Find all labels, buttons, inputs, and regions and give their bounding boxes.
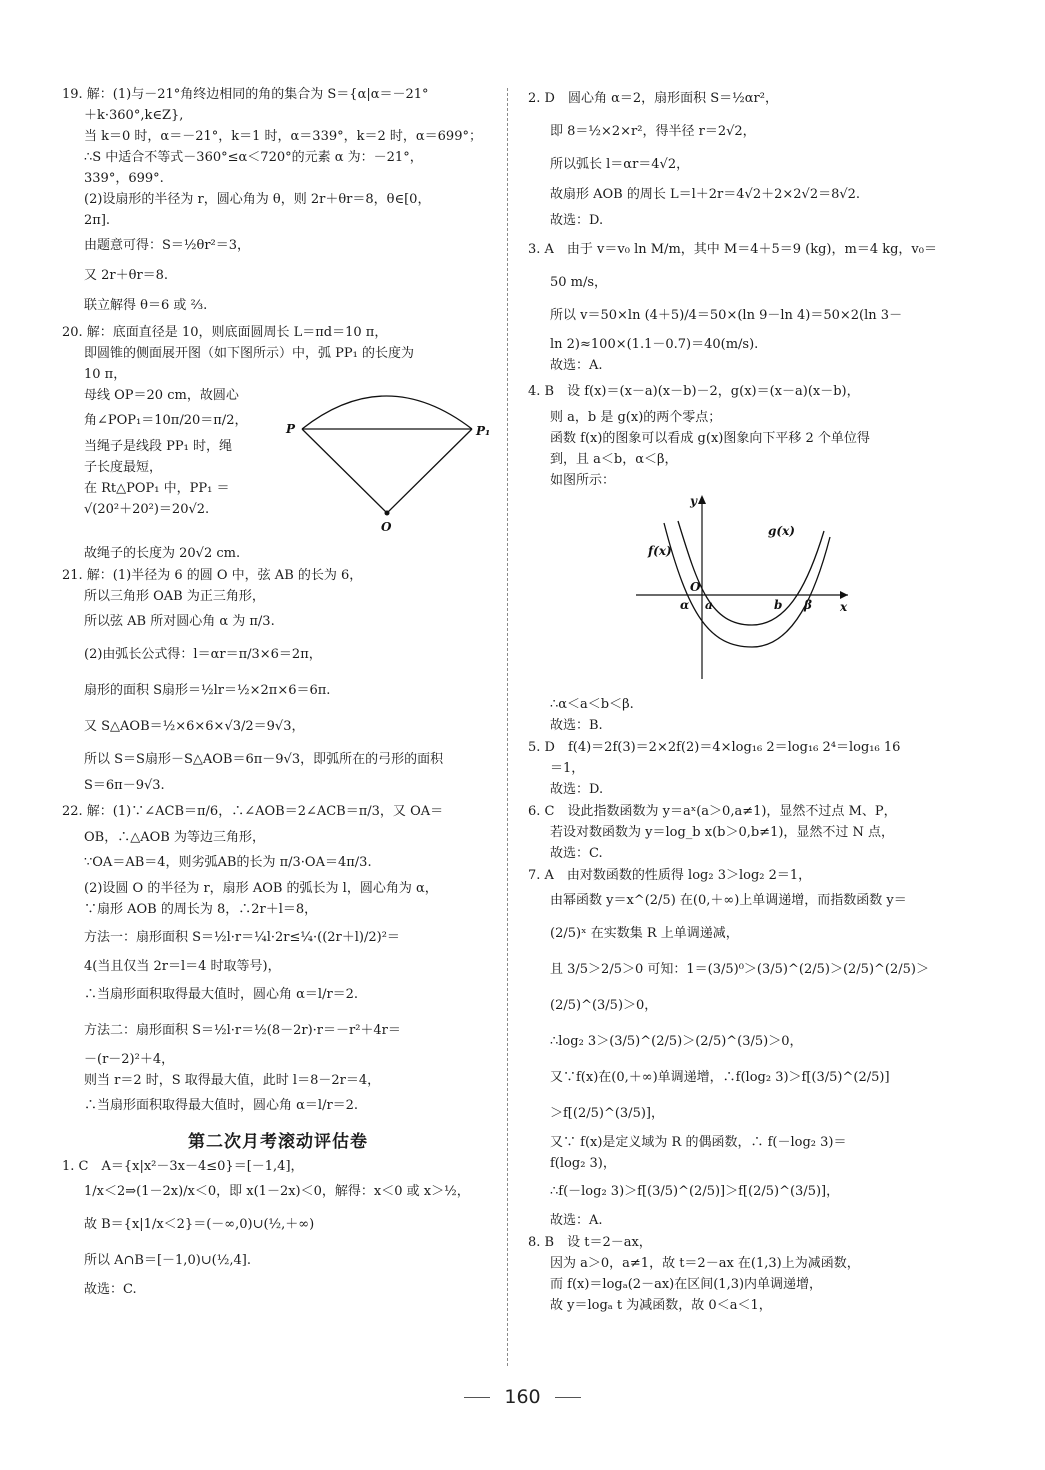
text-line: 故选：C. bbox=[84, 1282, 137, 1297]
label-f: f(x) bbox=[648, 544, 672, 558]
text-line: 由题意可得：S＝½θr²＝3， bbox=[84, 238, 251, 253]
text-line: 而 f(x)＝logₐ(2－ax)在区间(1,3)内单调递增， bbox=[550, 1277, 823, 1292]
text-line: 又∵f(x)在(0,＋∞)单调递增，∴f(log₂ 3)＞f[(3/5)^(2/5)] bbox=[550, 1070, 890, 1085]
solution-s5 bbox=[528, 737, 958, 800]
solution-22 bbox=[62, 797, 494, 1121]
label-p: P bbox=[286, 422, 296, 436]
section-title: 第二次月考滚动评估卷 bbox=[188, 1132, 368, 1152]
solution-s4 bbox=[528, 377, 958, 736]
arc-pp1 bbox=[302, 396, 472, 429]
text-line: 方法二：扇形面积 S＝½l·r＝½(8－2r)·r＝－r²＋4r＝ bbox=[84, 1023, 401, 1038]
label-b: b bbox=[774, 598, 783, 612]
center-point bbox=[385, 511, 390, 516]
text-line: 子长度最短， bbox=[84, 460, 163, 475]
label-x: x bbox=[840, 600, 848, 614]
text-line: ∴f(－log₂ 3)＞f[(3/5)^(2/5)]＞f[(2/5)^(3/5)]， bbox=[550, 1184, 840, 1199]
text-line: 22. 解：(1)∵∠ACB＝π/6，∴∠AOB＝2∠ACB＝π/3，又 OA＝ bbox=[62, 804, 444, 819]
text-line: 3. A 由于 v＝v₀ ln M/m，其中 M＝4＋5＝9 (kg)，m＝4 kg，v₀＝ bbox=[528, 242, 937, 257]
text-line: 故选：A. bbox=[550, 358, 603, 373]
text-line: 则当 r＝2 时，S 取得最大值，此时 l＝8－2r＝4， bbox=[84, 1073, 381, 1088]
text-line: 方法一：扇形面积 S＝½l·r＝¼l·2r≤¼·((2r＋l)/2)²＝ bbox=[84, 930, 400, 945]
text-line: 10 π， bbox=[84, 367, 127, 382]
text-line: 母线 OP＝20 cm，故圆心 bbox=[84, 388, 239, 403]
solution-s6 bbox=[528, 801, 958, 864]
text-line: 所以弦 AB 所对圆心角 α 为 π/3. bbox=[84, 614, 275, 629]
text-line: 故选：D. bbox=[550, 213, 604, 228]
text-line: ＋k·360°,k∈Z}, bbox=[84, 108, 184, 123]
text-line: 且 3/5＞2/5＞0 可知：1＝(3/5)⁰＞(3/5)^(2/5)＞(2/5)^(2/5)＞ bbox=[550, 962, 929, 977]
label-p1: P₁ bbox=[476, 424, 491, 438]
page-number bbox=[0, 1386, 1045, 1408]
text-line: 故扇形 AOB 的周长 L＝l＋2r＝4√2＋2×2√2＝8√2. bbox=[550, 187, 861, 202]
solution-20 bbox=[62, 322, 494, 564]
text-line: 故选：B. bbox=[550, 718, 603, 733]
curve-g bbox=[678, 521, 824, 625]
text-line: 6. C 设此指数函数为 y＝aˣ(a＞0,a≠1)，显然不过点 M、P， bbox=[528, 804, 897, 819]
text-line: 如图所示： bbox=[550, 473, 616, 488]
curve-f bbox=[664, 523, 830, 647]
text-line: 2. D 圆心角 α＝2，扇形面积 S＝½αr²， bbox=[528, 91, 778, 106]
text-line: 即 8＝½×2×r²，得半径 r＝2√2， bbox=[550, 124, 756, 139]
text-line: 在 Rt△POP₁ 中，PP₁ ＝ bbox=[84, 481, 230, 496]
solution-s2 bbox=[528, 84, 958, 231]
text-line: 所以三角形 OAB 为正三角形， bbox=[84, 589, 265, 604]
text-line: (2)设圆 O 的半径为 r，扇形 AOB 的弧长为 l，圆心角为 α， bbox=[84, 881, 438, 896]
label-beta: β bbox=[804, 598, 812, 612]
label-o: O bbox=[381, 520, 392, 534]
text-line: 2π]. bbox=[84, 213, 111, 228]
solution-19 bbox=[62, 84, 494, 321]
page-number-dash-right bbox=[555, 1397, 581, 1398]
text-line: 故选：C. bbox=[550, 846, 603, 861]
page-number-value: 160 bbox=[504, 1386, 541, 1408]
text-line: 21. 解：(1)半径为 6 的圆 O 中，弦 AB 的长为 6， bbox=[62, 568, 363, 583]
solution-s3 bbox=[528, 232, 958, 376]
radius-op bbox=[302, 429, 387, 513]
text-line: 所以弧长 l＝αr＝4√2， bbox=[550, 157, 690, 172]
text-line: ∴当扇形面积取得最大值时，圆心角 α＝l/r＝2. bbox=[84, 1098, 359, 1113]
x-axis-arrow bbox=[840, 591, 848, 599]
text-line: √(20²＋20²)＝20√2. bbox=[84, 502, 210, 517]
text-line: 故 y＝logₐ t 为减函数，故 0＜a＜1， bbox=[550, 1298, 772, 1313]
label-a: a bbox=[705, 598, 713, 612]
text-line: 则 a，b 是 g(x)的两个零点； bbox=[550, 410, 722, 425]
solution-21 bbox=[62, 565, 494, 796]
text-line: 又∵ f(x)是定义域为 R 的偶函数，∴ f(－log₂ 3)＝ bbox=[550, 1135, 847, 1150]
text-line: 故 B＝{x|1/x＜2}＝(－∞,0)∪(½,＋∞) bbox=[84, 1217, 315, 1232]
text-line: 8. B 设 t＝2－ax， bbox=[528, 1235, 652, 1250]
text-line: 19. 解：(1)与－21°角终边相同的角的集合为 S＝{α|α＝－21° bbox=[62, 87, 429, 102]
right-column bbox=[528, 84, 958, 1317]
text-line: 故选：A. bbox=[550, 1213, 603, 1228]
text-line: 4. B 设 f(x)＝(x－a)(x－b)－2，g(x)＝(x－a)(x－b)， bbox=[528, 384, 860, 399]
column-divider bbox=[507, 88, 508, 1366]
label-origin: O bbox=[690, 580, 701, 594]
text-line: 联立解得 θ＝6 或 ⅔. bbox=[84, 298, 208, 313]
sector-diagram bbox=[284, 385, 494, 545]
text-line: 20. 解：底面直径是 10，则底面圆周长 L＝πd＝10 π， bbox=[62, 325, 388, 340]
text-line: 所以 S＝S扇形－S△AOB＝6π－9√3，即弧所在的弓形的面积 bbox=[84, 752, 444, 767]
text-line: ∴log₂ 3＞(3/5)^(2/5)＞(2/5)^(3/5)＞0， bbox=[550, 1034, 803, 1049]
text-line: ∴α＜a＜b＜β. bbox=[550, 697, 634, 712]
text-line: (2)设扇形的半径为 r，圆心角为 θ，则 2r＋θr＝8，θ∈[0， bbox=[84, 192, 431, 207]
text-line: 50 m/s， bbox=[550, 275, 608, 290]
text-line: 1/x＜2⇒(1－2x)/x＜0，即 x(1－2x)＜0，解得：x＜0 或 x＞½， bbox=[84, 1184, 470, 1199]
text-line: 4(当且仅当 2r＝l＝4 时取等号)， bbox=[84, 959, 281, 974]
text-line: 到，且 a＜b，α＜β， bbox=[550, 452, 678, 467]
text-line: (2/5)^(3/5)＞0， bbox=[550, 998, 658, 1013]
page-number-dash-left bbox=[464, 1397, 490, 1398]
text-line: ＝1， bbox=[550, 761, 585, 776]
label-y: y bbox=[690, 494, 697, 508]
text-line: ＞f[(2/5)^(3/5)]， bbox=[550, 1106, 664, 1121]
text-line: 所以 v＝50×ln (4＋5)/4＝50×(ln 9－ln 4)＝50×2(ln 3－ bbox=[550, 308, 903, 323]
text-line: 由幂函数 y＝x^(2/5) 在(0,＋∞)上单调递增，而指数函数 y＝ bbox=[550, 893, 907, 908]
figure-side-text bbox=[62, 385, 294, 520]
text-line: 又 2r＋θr＝8. bbox=[84, 268, 169, 283]
text-line: 角∠POP₁＝10π/20＝π/2， bbox=[84, 413, 248, 428]
text-line: ln 2)≈100×(1.1－0.7)＝40(m/s). bbox=[550, 337, 759, 352]
text-line: 扇形的面积 S扇形＝½lr＝½×2π×6＝6π. bbox=[84, 683, 331, 698]
text-line: 函数 f(x)的图象可以看成 g(x)图象向下平移 2 个单位得 bbox=[550, 431, 870, 446]
text-line: 即圆锥的侧面展开图（如下图所示）中，弧 PP₁ 的长度为 bbox=[84, 346, 414, 361]
text-line: 7. A 由对数函数的性质得 log₂ 3＞log₂ 2＝1， bbox=[528, 868, 812, 883]
text-line: 5. D f(4)＝2f(3)＝2×2f(2)＝4×log₁₆ 2＝log₁₆ 2⁴＝log₁₆ 16 bbox=[528, 740, 901, 755]
text-line: 因为 a＞0，a≠1，故 t＝2－ax 在(1,3)上为减函数， bbox=[550, 1256, 860, 1271]
text-line: ∴当扇形面积取得最大值时，圆心角 α＝l/r＝2. bbox=[84, 987, 359, 1002]
text-line: 当绳子是线段 PP₁ 时，绳 bbox=[84, 439, 232, 454]
left-column bbox=[62, 84, 494, 1301]
text-line: (2/5)ˣ 在实数集 R 上单调递减， bbox=[550, 926, 739, 941]
label-alpha: α bbox=[680, 598, 690, 612]
text-line: ∴S 中适合不等式－360°≤α＜720°的元素 α 为：－21°， bbox=[84, 150, 423, 165]
text-line: 又 S△AOB＝½×6×6×√3/2＝9√3， bbox=[84, 719, 305, 734]
text-line: 1. C A＝{x|x²－3x－4≤0}＝[－1,4]， bbox=[62, 1159, 304, 1174]
text-line: (2)由弧长公式得：l＝αr＝π/3×6＝2π， bbox=[84, 647, 322, 662]
text-line: ∵扇形 AOB 的周长为 8，∴2r＋l＝8， bbox=[84, 902, 318, 917]
label-g: g(x) bbox=[768, 524, 795, 538]
solution-s8 bbox=[528, 1232, 958, 1316]
text-line: 当 k＝0 时，α＝－21°，k＝1 时，α＝339°，k＝2 时，α＝699°； bbox=[84, 129, 482, 144]
solution-s7 bbox=[528, 865, 958, 1231]
text-line: S＝6π－9√3. bbox=[84, 778, 165, 793]
text-line: OB，∴△AOB 为等边三角形， bbox=[84, 830, 265, 845]
function-graph bbox=[528, 491, 958, 687]
text-line: 若设对数函数为 y＝log_b x(b＞0,b≠1)，显然不过 N 点， bbox=[550, 825, 895, 840]
text-line: 故绳子的长度为 20√2 cm. bbox=[84, 546, 241, 561]
text-line: ∵OA＝AB＝4，则劣弧AB的长为 π/3·OA＝4π/3. bbox=[84, 855, 372, 870]
text-line: f(log₂ 3)， bbox=[550, 1156, 616, 1171]
solution-s1 bbox=[62, 1156, 494, 1300]
sector-figure-block bbox=[62, 385, 494, 543]
radius-op1 bbox=[387, 429, 472, 513]
y-axis-arrow bbox=[698, 495, 706, 504]
text-line: 339°，699°. bbox=[84, 171, 164, 186]
text-line: 故选：D. bbox=[550, 782, 604, 797]
text-line: 所以 A∩B＝[－1,0)∪(½,4]. bbox=[84, 1253, 251, 1268]
text-line: －(r－2)²＋4， bbox=[84, 1052, 175, 1067]
